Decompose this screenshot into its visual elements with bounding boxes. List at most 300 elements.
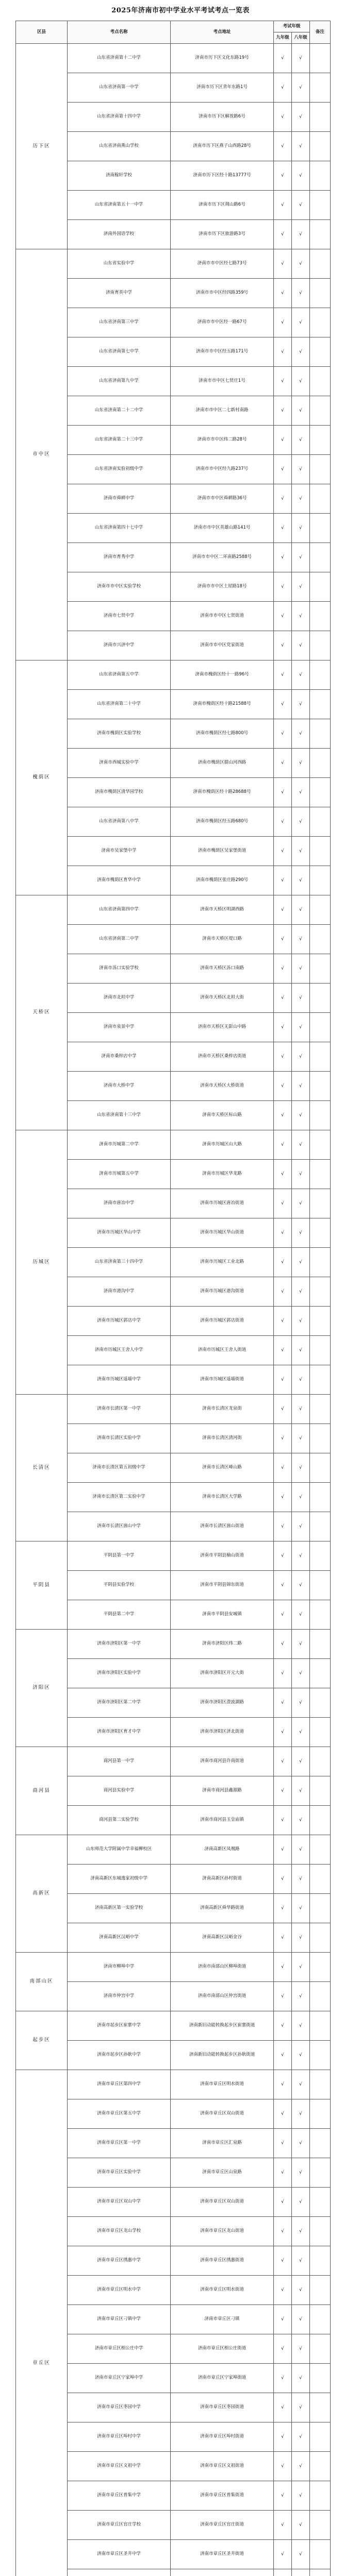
grade8-check-cell: √: [292, 543, 310, 572]
grade9-check-cell: √: [274, 220, 292, 249]
site-name-cell: 济南稼轩学校: [68, 161, 171, 191]
note-cell: [310, 1688, 331, 1718]
note-cell: [310, 2070, 331, 2099]
site-address-cell: 济南市章丘区明水街道: [171, 2070, 274, 2099]
site-name-cell: 济南市市中区实验学校: [68, 572, 171, 602]
grade9-check-cell: √: [274, 1600, 292, 1630]
site-name-cell: 济南市历城第五中学: [68, 1160, 171, 1189]
site-address-cell: 济南市历城区王舍人街道: [171, 1336, 274, 1365]
note-cell: [310, 2481, 331, 2511]
note-cell: [310, 2217, 331, 2246]
note-cell: [310, 690, 331, 719]
grade8-check-cell: √: [292, 2158, 310, 2188]
site-name-cell: 济南市大桥中学: [68, 1072, 171, 1101]
grade9-check-cell: √: [274, 1718, 292, 1747]
grade8-check-cell: √: [292, 1512, 310, 1541]
grade9-check-cell: √: [274, 191, 292, 220]
grade8-check-cell: √: [292, 984, 310, 1013]
note-cell: [310, 2188, 331, 2217]
grade9-check-cell: √: [274, 719, 292, 749]
note-cell: [310, 1630, 331, 1659]
site-address-cell: 济南市天桥区桑梓店街道: [171, 1042, 274, 1072]
site-name-cell: 山东省济南第三中学: [68, 308, 171, 337]
grade8-check-cell: √: [292, 279, 310, 308]
note-cell: [310, 2540, 331, 2569]
site-name-cell: 济南市历城第二中学: [68, 1130, 171, 1160]
note-cell: [310, 396, 331, 426]
grade9-check-cell: √: [274, 1835, 292, 1865]
site-name-cell: 济南市育秀中学: [68, 543, 171, 572]
site-name-cell: 济南市唐冶中学: [68, 1189, 171, 1218]
table-row: [16, 660, 331, 690]
grade8-check-cell: √: [292, 455, 310, 484]
grade8-check-cell: √: [292, 2246, 310, 2276]
grade8-check-cell: √: [292, 191, 310, 220]
note-cell: [310, 954, 331, 984]
site-address-cell: 济南市章丘区官庄街道: [171, 2511, 274, 2540]
grade9-check-cell: √: [274, 2393, 292, 2422]
district-cell: 商河县: [16, 1747, 68, 1835]
grade9-check-cell: √: [274, 308, 292, 337]
site-name-cell: 济南市章丘区圣井中学: [68, 2540, 171, 2569]
site-name-cell: 济南市济阳区实验中学: [68, 1659, 171, 1688]
site-address-cell: 济南市章丘区双山街道: [171, 2188, 274, 2217]
site-name-cell: 山东省济南第十三中学: [68, 1101, 171, 1130]
grade9-check-cell: √: [274, 1953, 292, 1982]
note-cell: [310, 2158, 331, 2188]
site-address-cell: 济南市章丘区绣惠街道: [171, 2246, 274, 2276]
site-name-cell: 山东省济南第五中学: [68, 660, 171, 690]
grade9-check-cell: √: [274, 1395, 292, 1424]
note-cell: [310, 103, 331, 132]
site-address-cell: 济南市章丘区枣园街道: [171, 2393, 274, 2422]
site-name-cell: 济南高新区汉峪中学: [68, 1923, 171, 1953]
site-name-cell: 济南市历城区华山中学: [68, 1218, 171, 1248]
site-address-cell: 济南市市中区二七新村南路: [171, 396, 274, 426]
site-name-cell: 济南市泺口实验学校: [68, 954, 171, 984]
grade9-check-cell: √: [274, 866, 292, 895]
site-address-cell: 济南市历城区唐冶街道: [171, 1189, 274, 1218]
grade9-check-cell: √: [274, 807, 292, 837]
site-name-cell: 山东省济南第三十四中学: [68, 1248, 171, 1277]
grade9-check-cell: √: [274, 1865, 292, 1894]
grade9-check-cell: √: [274, 749, 292, 778]
note-cell: [310, 1218, 331, 1248]
note-cell: [310, 1512, 331, 1541]
note-cell: [310, 1835, 331, 1865]
note-cell: [310, 484, 331, 514]
site-name-cell: 山东省济南第四十七中学: [68, 514, 171, 543]
grade9-check-cell: √: [274, 1659, 292, 1688]
grade8-check-cell: √: [292, 2041, 310, 2070]
note-cell: [310, 631, 331, 660]
site-address-cell: 济南市天桥区大桥街道: [171, 1072, 274, 1101]
grade8-check-cell: √: [292, 308, 310, 337]
note-cell: [310, 2246, 331, 2276]
site-name-cell: 济南高新区第一实验学校: [68, 1894, 171, 1923]
grade9-check-cell: √: [274, 103, 292, 132]
site-address-cell: 济南市市中区二环南路2588号: [171, 543, 274, 572]
district-cell: 历城区: [16, 1130, 68, 1395]
page-title: 2025年济南市初中学业水平考试考点一览表: [111, 7, 250, 14]
note-cell: [310, 2569, 331, 2576]
site-address-cell: 济南市槐荫区经五路680号: [171, 807, 274, 837]
note-cell: [310, 925, 331, 954]
grade9-check-cell: √: [274, 1806, 292, 1835]
note-cell: [310, 367, 331, 396]
grade8-check-cell: √: [292, 220, 310, 249]
table-row: [16, 249, 331, 279]
grade9-check-cell: √: [274, 73, 292, 103]
note-cell: [310, 1365, 331, 1395]
site-name-cell: 济南市长清区第二实验中学: [68, 1483, 171, 1512]
site-address-cell: 济南市市中区纬二路28号: [171, 426, 274, 455]
district-cell: 南部山区: [16, 1953, 68, 2011]
grade8-check-cell: √: [292, 1130, 310, 1160]
grade9-check-cell: √: [274, 895, 292, 925]
site-name-cell: 山东省济南第十二中学: [68, 44, 171, 73]
grade8-check-cell: √: [292, 895, 310, 925]
grade9-check-cell: √: [274, 778, 292, 807]
header-grade-group: 考试年级: [274, 21, 310, 32]
site-address-cell: 济南新旧动能转换起步区孙耿街道: [171, 2041, 274, 2070]
grade8-check-cell: √: [292, 1600, 310, 1630]
note-cell: [310, 543, 331, 572]
site-address-cell: [171, 2569, 274, 2576]
site-name-cell: 济南市历城区遥墙中学: [68, 1365, 171, 1395]
site-address-cell: 济南市历城区华龙路: [171, 1160, 274, 1189]
note-cell: [310, 1659, 331, 1688]
grade8-check-cell: √: [292, 1395, 310, 1424]
note-cell: [310, 1894, 331, 1923]
grade8-check-cell: √: [292, 1072, 310, 1101]
grade8-check-cell: √: [292, 1189, 310, 1218]
grade8-check-cell: √: [292, 1776, 310, 1806]
grade9-check-cell: √: [274, 1630, 292, 1659]
note-cell: [310, 2011, 331, 2041]
grade9-check-cell: √: [274, 925, 292, 954]
grade8-check-cell: √: [292, 660, 310, 690]
grade8-check-cell: √: [292, 337, 310, 367]
note-cell: [310, 1307, 331, 1336]
grade8-check-cell: √: [292, 426, 310, 455]
grade9-check-cell: √: [274, 484, 292, 514]
note-cell: [310, 2276, 331, 2305]
note-cell: [310, 1806, 331, 1835]
grade9-check-cell: √: [274, 1747, 292, 1776]
site-address-cell: 济南市天桥区堤口路: [171, 925, 274, 954]
site-name-cell: 山东省济南第五十一中学: [68, 191, 171, 220]
grade8-check-cell: √: [292, 1659, 310, 1688]
grade8-check-cell: √: [292, 2393, 310, 2422]
grade8-check-cell: √: [292, 2129, 310, 2158]
site-name-cell: 山东省济南第九中学: [68, 367, 171, 396]
grade8-check-cell: √: [292, 2305, 310, 2334]
grade9-check-cell: √: [274, 161, 292, 191]
grade8-check-cell: √: [292, 1042, 310, 1072]
grade8-check-cell: √: [292, 1483, 310, 1512]
note-cell: [310, 44, 331, 73]
site-name-cell: 商河县第二实验学校: [68, 1806, 171, 1835]
site-address-cell: 济南市历城区港沟街道: [171, 1277, 274, 1307]
grade9-check-cell: √: [274, 1424, 292, 1453]
grade8-check-cell: √: [292, 1953, 310, 1982]
grade8-check-cell: √: [292, 954, 310, 984]
site-address-cell: 济南市市中区经一路67号: [171, 308, 274, 337]
site-address-cell: 济南市长清区龙泉街: [171, 1395, 274, 1424]
header-site-address: 考点地址: [171, 21, 274, 44]
note-cell: [310, 249, 331, 279]
grade9-check-cell: √: [274, 1189, 292, 1218]
table-header: [16, 21, 331, 44]
site-name-cell: 济南市柳埠中学: [68, 1953, 171, 1982]
grade8-check-cell: √: [292, 161, 310, 191]
grade8-check-cell: √: [292, 1307, 310, 1336]
site-name-cell: 济南市西城实验中学: [68, 749, 171, 778]
note-cell: [310, 1189, 331, 1218]
grade8-check-cell: √: [292, 103, 310, 132]
note-cell: [310, 1395, 331, 1424]
site-address-cell: 济南市槐荫区张庄路290号: [171, 866, 274, 895]
note-cell: [310, 749, 331, 778]
grade8-check-cell: √: [292, 44, 310, 73]
grade9-check-cell: √: [274, 1923, 292, 1953]
site-address-cell: 济南市槐荫区经七路800号: [171, 719, 274, 749]
grade9-check-cell: √: [274, 690, 292, 719]
site-address-cell: 济南市济阳区开元大街: [171, 1659, 274, 1688]
note-cell: [310, 2393, 331, 2422]
site-name-cell: 山东省济南第十四中学: [68, 103, 171, 132]
grade8-check-cell: √: [292, 1747, 310, 1776]
grade8-check-cell: √: [292, 807, 310, 837]
grade8-check-cell: √: [292, 2334, 310, 2364]
site-address-cell: 济南市市中区经七路73号: [171, 249, 274, 279]
grade8-check-cell: √: [292, 866, 310, 895]
grade8-check-cell: √: [292, 1365, 310, 1395]
grade8-check-cell: √: [292, 1835, 310, 1865]
grade9-check-cell: √: [274, 1130, 292, 1160]
grade9-check-cell: √: [274, 1483, 292, 1512]
site-name-cell: 商河县实验中学: [68, 1776, 171, 1806]
table-row: [16, 1747, 331, 1776]
grade8-check-cell: √: [292, 1571, 310, 1600]
grade9-check-cell: [274, 2569, 292, 2576]
table-row: [16, 1953, 331, 1982]
site-address-cell: 济南市章丘区汇泉路: [171, 2129, 274, 2158]
site-name-cell: 济南市长清区实验中学: [68, 1424, 171, 1453]
table-row: [16, 1541, 331, 1571]
header-district: 区县: [16, 21, 68, 44]
site-address-cell: 济南市长清区峰山路: [171, 1453, 274, 1483]
header-site-name: 考点名称: [68, 21, 171, 44]
header-note: 备注: [310, 21, 331, 44]
grade8-check-cell: √: [292, 602, 310, 631]
site-name-cell: 山东省济南第七中学: [68, 337, 171, 367]
site-address-cell: 济南市天桥区泺口南路: [171, 954, 274, 984]
table-row: [16, 1630, 331, 1659]
site-address-cell: 济南市章丘区双山街道: [171, 2099, 274, 2129]
grade8-check-cell: √: [292, 1541, 310, 1571]
site-address-cell: 济南市市中区经四路359号: [171, 279, 274, 308]
site-address-cell: 济南市历下区荆山路6号: [171, 191, 274, 220]
grade9-check-cell: √: [274, 2364, 292, 2393]
district-cell: 天桥区: [16, 895, 68, 1130]
site-address-cell: 济南市市中区英雄山路141号: [171, 514, 274, 543]
district-cell: 槐荫区: [16, 660, 68, 895]
site-name-cell: 济南市长清区第一中学: [68, 1395, 171, 1424]
grade9-check-cell: √: [274, 2481, 292, 2511]
site-address-cell: 济南市章丘区圣井街道: [171, 2540, 274, 2569]
note-cell: [310, 984, 331, 1013]
note-cell: [310, 337, 331, 367]
note-cell: [310, 161, 331, 191]
grade9-check-cell: √: [274, 2246, 292, 2276]
note-cell: [310, 279, 331, 308]
table-body: [16, 44, 331, 2576]
grade9-check-cell: √: [274, 954, 292, 984]
grade9-check-cell: √: [274, 1277, 292, 1307]
site-address-cell: 济南市平阴县锦东街道: [171, 1571, 274, 1600]
site-address-cell: 济南市市中区七贤街道: [171, 602, 274, 631]
note-cell: [310, 1953, 331, 1982]
grade9-check-cell: √: [274, 837, 292, 866]
note-cell: [310, 602, 331, 631]
site-name-cell: 济南市港沟中学: [68, 1277, 171, 1307]
site-address-cell: 济南市长清区大学路: [171, 1483, 274, 1512]
grade9-check-cell: √: [274, 132, 292, 161]
header-grade9: 九年级: [274, 32, 292, 44]
grade9-check-cell: √: [274, 1013, 292, 1042]
note-cell: [310, 1776, 331, 1806]
grade9-check-cell: √: [274, 572, 292, 602]
grade9-check-cell: √: [274, 1776, 292, 1806]
site-address-cell: 济南市槐荫区腊山河西路: [171, 749, 274, 778]
grade9-check-cell: √: [274, 1365, 292, 1395]
grade8-check-cell: √: [292, 396, 310, 426]
site-address-cell: 济南高新区舜华路街道: [171, 1894, 274, 1923]
grade9-check-cell: √: [274, 1982, 292, 2011]
grade9-check-cell: √: [274, 631, 292, 660]
site-address-cell: 济南市章丘区文祖街道: [171, 2452, 274, 2481]
table-row: [16, 895, 331, 925]
grade8-check-cell: √: [292, 2011, 310, 2041]
grade8-check-cell: √: [292, 1218, 310, 1248]
grade8-check-cell: √: [292, 2511, 310, 2540]
note-cell: [310, 1600, 331, 1630]
note-cell: [310, 1160, 331, 1189]
grade9-check-cell: √: [274, 514, 292, 543]
site-address-cell: 济南市历下区文化东路19号: [171, 44, 274, 73]
table-row: [16, 2070, 331, 2099]
note-cell: [310, 1336, 331, 1365]
site-name-cell: 山东省实验中学: [68, 249, 171, 279]
grade9-check-cell: √: [274, 1453, 292, 1483]
site-address-cell: 济南市市中区经五路171号: [171, 337, 274, 367]
site-address-cell: 济南市章丘区宁家埠街道: [171, 2364, 274, 2393]
site-address-cell: 济南市南部山区仲宫街道: [171, 1982, 274, 2011]
site-name-cell: 济南市章丘区官庄学校: [68, 2511, 171, 2540]
site-name-cell: 济南市章丘区双山中学: [68, 2188, 171, 2217]
grade8-check-cell: √: [292, 2217, 310, 2246]
grade8-check-cell: √: [292, 1923, 310, 1953]
grade9-check-cell: √: [274, 2334, 292, 2364]
grade8-check-cell: √: [292, 925, 310, 954]
grade8-check-cell: √: [292, 778, 310, 807]
grade9-check-cell: √: [274, 1218, 292, 1248]
grade9-check-cell: √: [274, 396, 292, 426]
note-cell: [310, 2334, 331, 2364]
district-cell: 高新区: [16, 1835, 68, 1953]
site-address-cell: 济南市历城区遥墙街道: [171, 1365, 274, 1395]
grade9-check-cell: √: [274, 367, 292, 396]
note-cell: [310, 1541, 331, 1571]
note-cell: [310, 132, 331, 161]
grade9-check-cell: √: [274, 1072, 292, 1101]
site-address-cell: 济南新旧动能转换起步区崔寨街道: [171, 2011, 274, 2041]
site-name-cell: 山东省济南第一中学: [68, 73, 171, 103]
site-address-cell: 济南市济阳区纬二路: [171, 1630, 274, 1659]
site-address-cell: 济南市平阴县安城镇: [171, 1600, 274, 1630]
grade9-check-cell: √: [274, 1541, 292, 1571]
site-address-cell: 济南高新区孙村街道: [171, 1865, 274, 1894]
grade8-check-cell: √: [292, 1160, 310, 1189]
note-cell: [310, 837, 331, 866]
grade9-check-cell: √: [274, 543, 292, 572]
site-name-cell: 济南市泉景中学: [68, 1013, 171, 1042]
grade8-check-cell: √: [292, 2481, 310, 2511]
note-cell: [310, 2422, 331, 2452]
grade8-check-cell: √: [292, 1718, 310, 1747]
site-address-cell: 济南市市中区土屋路18号: [171, 572, 274, 602]
note-cell: [310, 1248, 331, 1277]
grade8-check-cell: √: [292, 484, 310, 514]
site-name-cell: 济南市章丘区第一中学: [68, 2129, 171, 2158]
site-name-cell: 济南市槐荫区清华园学校: [68, 778, 171, 807]
table-row: [16, 1835, 331, 1865]
grade9-check-cell: √: [274, 2540, 292, 2569]
grade9-check-cell: √: [274, 602, 292, 631]
site-name-cell: 济南市历城区郭店中学: [68, 1307, 171, 1336]
note-cell: [310, 191, 331, 220]
district-cell: 起步区: [16, 2011, 68, 2070]
note-cell: [310, 73, 331, 103]
site-name-cell: 济南市吴家堡中学: [68, 837, 171, 866]
site-address-cell: 济南市济阳区澄波湖路: [171, 1688, 274, 1718]
grade9-check-cell: √: [274, 1894, 292, 1923]
site-address-cell: 济南市章丘区相公庄街道: [171, 2334, 274, 2364]
site-address-cell: 济南市天桥区北坦大街: [171, 984, 274, 1013]
site-address-cell: 济南高新区汉峪金谷: [171, 1923, 274, 1953]
note-cell: [310, 514, 331, 543]
site-address-cell: 济南市历下区旅游路3号: [171, 220, 274, 249]
grade8-check-cell: √: [292, 837, 310, 866]
site-address-cell: 济南市天桥区无影山中路: [171, 1013, 274, 1042]
site-address-cell: 济南市天桥区标山路: [171, 1101, 274, 1130]
grade9-check-cell: √: [274, 984, 292, 1013]
site-address-cell: 济南市市中区党家街道: [171, 631, 274, 660]
site-name-cell: 济南市章丘区第五中学: [68, 2099, 171, 2129]
site-address-cell: 济南市历城区华山街道: [171, 1218, 274, 1248]
site-name-cell: 山东省济南第二十三中学: [68, 426, 171, 455]
site-name-cell: 山东省济南燕山学校: [68, 132, 171, 161]
site-name-cell: 济南市舜耕中学: [68, 484, 171, 514]
table-row: [16, 1395, 331, 1424]
grade9-check-cell: √: [274, 2217, 292, 2246]
site-address-cell: 济南市历城区郭店街道: [171, 1307, 274, 1336]
site-name-cell: 济南市章丘区龙山学校: [68, 2217, 171, 2246]
site-name-cell: 济南市章丘区明水中学: [68, 2276, 171, 2305]
site-address-cell: 济南市历城区山大路: [171, 1130, 274, 1160]
